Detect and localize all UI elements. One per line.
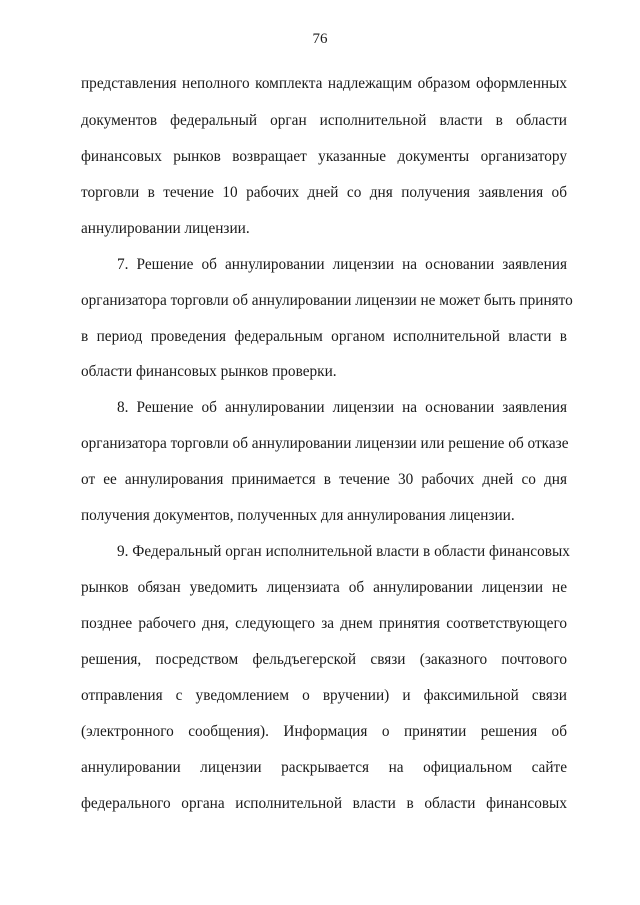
text-line: (электронного сообщения). Информация о принятии решения об: [81, 723, 567, 740]
text-line: федерального органа исполнительной власти в области финансовых: [81, 795, 567, 812]
text-line: рынков обязан уведомить лицензиата об аннулировании лицензии не: [81, 579, 567, 596]
text-line: документов федеральный орган исполнительной власти в области: [81, 112, 567, 129]
text-line: торговли в течение 10 рабочих дней со дня получения заявления об: [81, 184, 567, 201]
text-line: 9. Федеральный орган исполнительной власти в области финансовых: [117, 543, 570, 560]
text-line: отправления с уведомлением о вручении) и факсимильной связи: [81, 687, 567, 704]
page-number: 76: [312, 31, 328, 47]
text-line: в период проведения федеральным органом исполнительной власти в: [81, 328, 567, 345]
text-line: представления неполного комплекта надлежащим образом оформленных: [81, 75, 567, 92]
text-line: аннулировании лицензии.: [81, 220, 250, 237]
text-line: позднее рабочего дня, следующего за днем принятия соответствующего: [81, 615, 567, 632]
text-line: от ее аннулирования принимается в течение 30 рабочих дней со дня: [81, 471, 567, 488]
text-line: получения документов, полученных для аннулирования лицензии.: [81, 507, 515, 524]
text-line: области финансовых рынков проверки.: [81, 363, 337, 380]
text-line: 7. Решение об аннулировании лицензии на основании заявления: [117, 256, 567, 273]
text-line: решения, посредством фельдъегерской связи (заказного почтового: [81, 651, 567, 668]
text-line: организатора торговли об аннулировании лицензии или решение об отказе: [81, 435, 569, 452]
text-line: аннулировании лицензии раскрывается на официальном сайте: [81, 759, 567, 776]
text-line: 8. Решение об аннулировании лицензии на основании заявления: [117, 399, 567, 416]
text-line: организатора торговли об аннулировании лицензии не может быть принято: [81, 292, 573, 309]
text-line: финансовых рынков возвращает указанные документы организатору: [81, 148, 567, 165]
